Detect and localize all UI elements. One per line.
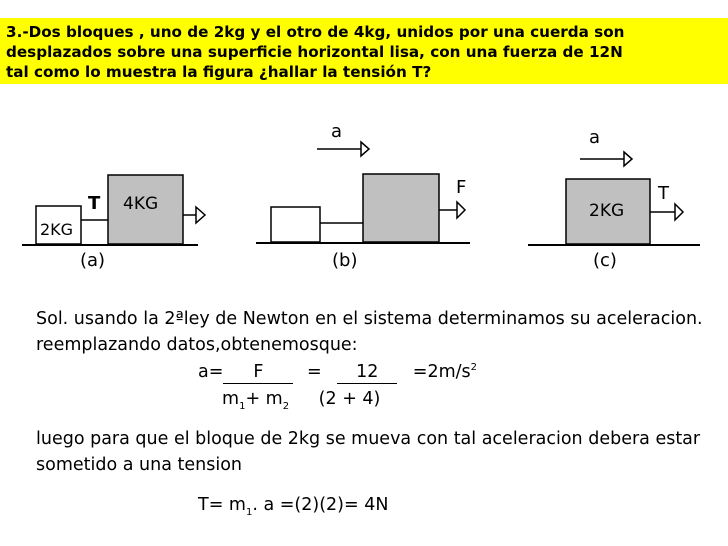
accel-arrow-c-head [624,152,632,166]
block-2kg-a-label: 2KG [40,220,74,239]
force-label-b: F [456,177,467,198]
den-m1: m [222,389,240,409]
final-post: . a =(2)(2)= 4N [252,495,389,515]
eq-equals: = [306,362,322,382]
problem-line-2: desplazados sobre una superficie horizontal lisa, con una fuerza de 12N [6,43,623,61]
equation-denominator [222,388,380,413]
den-values: (2 + 4) [318,389,381,409]
final-result [198,494,388,519]
den-sub-1: 1 [239,401,246,412]
solution-text-2: sometido a una tension [36,455,242,475]
accel-arrow-b-head [361,142,369,156]
force-arrow-a-head [196,207,205,223]
accel-label-b: a [331,121,343,142]
eq-result: =2m/s [412,362,471,382]
den-plus-m: + m [245,389,283,409]
solution-intro-1: Sol. usando la 2ªley de Newton en el sistema determinamos su aceleracion. [36,309,703,329]
problem-line-1: 3.-Dos bloques , uno de 2kg y el otro de 4kg, unidos por una cuerda son [6,23,625,41]
force-arrow-b-head [457,202,465,218]
block-large-b [363,174,439,242]
eq-numerator-12: 12 [337,361,397,384]
final-pre: T= m [198,495,246,515]
tension-label-a: T [88,193,101,214]
figure-c [528,127,700,271]
block-small-b [271,207,320,242]
solution-text-1: luego para que el bloque de 2kg se mueva con tal aceleracion debera estar [36,429,701,449]
figure-b [256,121,470,271]
block-2kg-c-label: 2KG [589,201,625,221]
caption-a: (a) [80,250,106,271]
problem-line-3: tal como lo muestra la figura ¿hallar la tensión T? [6,63,432,81]
equation-accel [198,361,477,386]
tension-arrow-c-head [675,204,683,220]
figures [0,100,728,275]
accel-label-c: a [589,127,601,148]
block-4kg-a-label: 4KG [123,194,159,214]
final-sub: 1 [245,507,253,518]
eq-lhs: a= [198,362,224,382]
solution-intro-2: reemplazando datos,obtenemosque: [36,335,358,355]
caption-c: (c) [593,250,617,271]
den-sub-2: 2 [282,401,290,412]
caption-b: (b) [332,250,358,271]
eq-result-exponent: 2 [470,362,478,373]
figure-a [22,175,205,271]
tension-label-c: T [658,183,669,204]
eq-numerator-f: F [223,361,293,384]
